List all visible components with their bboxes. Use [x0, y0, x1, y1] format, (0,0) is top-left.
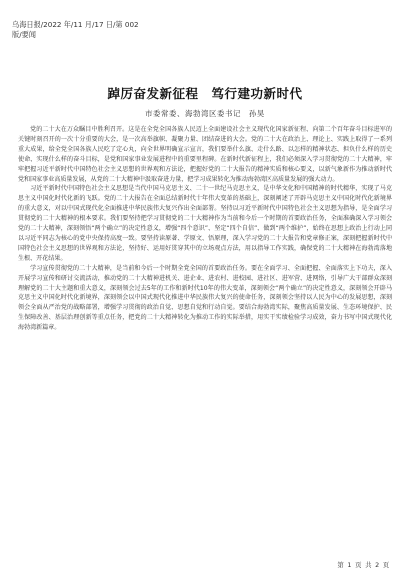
article-body: [18, 125, 392, 555]
article-byline: 市委常委、海勃湾区委书记 孙昊: [145, 109, 265, 118]
article-paragraph: 学习宣传贯彻党的二十大精神，是当前和今后一个时期全党全国的首要政治任务。要在全面学习、全面把握、全面落实上下功夫，深入开展学习宣传和研讨交流活动，推动党的二十大精神进机关、进企业、进农村、进校园、进社区、进军营、进网络，引导广大干部群众深刻理解党的二十大主题和重大意义，深刻领会过去5年的工作和新时代10年的伟大变革，深刻领会“两个确立”的决定性意义，深刻领会开辟马克思主义中国化时代化新境界，深刻领会以中国式现代化推进中华民族伟大复兴的使命任务，深刻领会坚持以人民为中心的发展思想，深刻领会全面从严治党的战略部署，增强学习贯彻的政治自觉、思想自觉和行动自觉。要结合海勃湾实际，聚焦高质量发展、生态环境保护、民生保障改善、基层治理创新等重点任务，把党的二十大精神转化为推动工作的实际举措，用实干实绩检验学习成效，奋力书写中国式现代化海勃湾新篇章。: [18, 264, 392, 332]
publication-meta-line1: 乌海日报/2022 年/11 月/17 日/第 002: [12, 20, 139, 29]
page-indicator: 第 1 页 共 2 页: [337, 561, 390, 569]
publication-meta: [12, 20, 139, 40]
article-paragraph: 党的二十大在万众瞩目中胜利召开。这是在全党全国各族人民迈上全面建设社会主义现代化国家新征程、向第二个百年奋斗目标进军的关键时刻召开的一次十分重要的大会，是一次高举旗帜、凝聚力量、团结奋进的大会。党的二十大在政治上、理论上、实践上取得了一系列重大成果，给全党全国各族人民吃了定心丸，向全世界明确宣示宣言，我们要举什么旗、走什么路、以怎样的精神状态、担负什么样的历史使命、实现什么样的奋斗目标，是党和国家事业发展进程中的重要里程碑。在新时代新征程上，我们必须深入学习贯彻党的二十大精神，牢牢把握习近平新时代中国特色社会主义思想的世界观和方法论，把握好党的二十大报告的精神实质和核心要义，以新气象新作为推动新时代党和国家事业高质量发展，从党的二十大精神中汲取奋进力量，把学习成果转化为推动海勃湾区高质量发展的强大动力。: [18, 126, 392, 183]
article-paragraph: 习近平新时代中国特色社会主义思想是当代中国马克思主义、二十一世纪马克思主义，是中华文化和中国精神的时代精华，实现了马克思主义中国化时代化新的飞跃。党的二十大报告在全面总结新时代十年伟大变革的基础上，深刻阐述了开辟马克思主义中国化时代化新境界的重大意义，对以中国式现代化全面推进中华民族伟大复兴作出全面部署。坚持以习近平新时代中国特色社会主义思想为指导，是全面学习贯彻党的二十大精神的根本要求。我们要坚持把学习贯彻党的二十大精神作为当前和今后一个时期的首要政治任务，全面准确深入学习领会党的二十大精神，深刻领悟“两个确立”的决定性意义，增强“四个意识”、坚定“四个自信”、做到“两个维护”，始终在思想上政治上行动上同以习近平同志为核心的党中央保持高度一致。要坚持读原著、学原文、悟原理，深入学习党的二十大报告和党章修正案，深刻把握新时代中国特色社会主义思想的世界观和方法论，坚持好、运用好贯穿其中的立场观点方法，用以指导工作实践，确保党的二十大精神在海勃湾落地生根、开花结果。: [18, 185, 392, 262]
publication-meta-line2: 版/要闻: [12, 30, 36, 39]
article-title: 踔厉奋发新征程 笃行建功新时代: [107, 86, 303, 101]
